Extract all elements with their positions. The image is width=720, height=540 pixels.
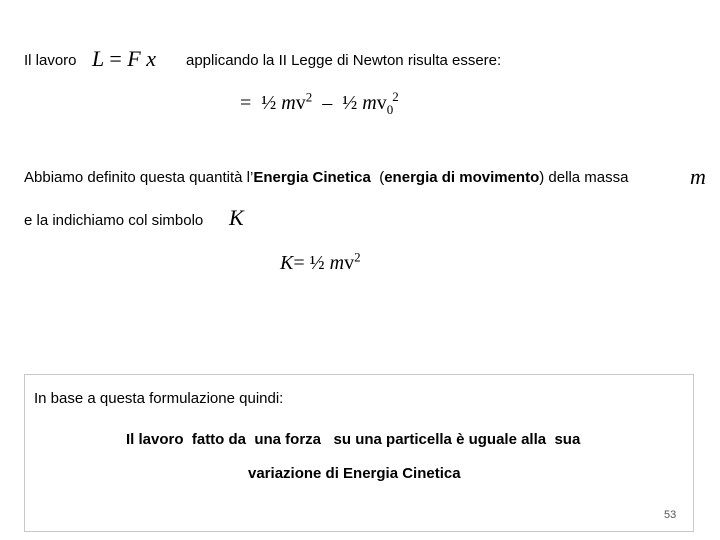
k-symbol: K xyxy=(229,205,244,230)
diff-equals: = xyxy=(240,92,252,114)
kf-eq: = ½ xyxy=(293,252,330,274)
def-start: Abbiamo definito questa quantità l’ xyxy=(24,169,254,186)
conclusion-intro: In base a questa formulazione quindi: xyxy=(34,390,284,407)
formula-equals: = xyxy=(109,46,122,71)
kinetic-energy-definition xyxy=(24,169,628,186)
diff-v-1: v xyxy=(295,92,306,114)
formula-F: F xyxy=(127,46,141,71)
kf-K: K xyxy=(280,252,294,274)
diff-minus: – xyxy=(322,92,333,114)
diff-half-2: ½ xyxy=(342,92,358,114)
formula-L: L xyxy=(92,46,104,71)
conclusion-line-1: Il lavoro fatto da una forza su una particella è uguale alla sua xyxy=(126,431,581,448)
page-number: 53 xyxy=(664,509,677,521)
kf-exp: 2 xyxy=(354,249,361,265)
diff-sub-2: 0 xyxy=(386,102,394,117)
formula-work xyxy=(92,46,156,72)
newton-text: applicando la II Legge di Newton risulta essere: xyxy=(186,52,502,69)
kinetic-energy-formula xyxy=(280,249,361,275)
def-bold-movement-energy: energia di movimento xyxy=(384,169,540,186)
kf-v: v xyxy=(344,252,355,274)
kinetic-difference-formula xyxy=(240,89,399,117)
mass-symbol: m xyxy=(690,164,706,189)
def-paren-open: ( xyxy=(370,169,385,186)
diff-v-2: v xyxy=(376,92,387,114)
diff-exp-2: 2 xyxy=(392,89,399,105)
def-bold-kinetic-energy: Energia Cinetica xyxy=(253,169,371,186)
work-label: Il lavoro xyxy=(24,52,77,69)
symbol-intro-text: e la indichiamo col simbolo xyxy=(24,212,204,229)
diff-exp-1: 2 xyxy=(305,89,313,105)
diff-m-1: m xyxy=(281,92,296,114)
diff-half-1: ½ xyxy=(261,92,277,114)
def-end: ) della massa xyxy=(539,169,629,186)
conclusion-line-2: variazione di Energia Cinetica xyxy=(248,465,461,482)
diff-m-2: m xyxy=(362,92,377,114)
formula-x: x xyxy=(146,46,156,71)
kf-m: m xyxy=(329,252,345,274)
